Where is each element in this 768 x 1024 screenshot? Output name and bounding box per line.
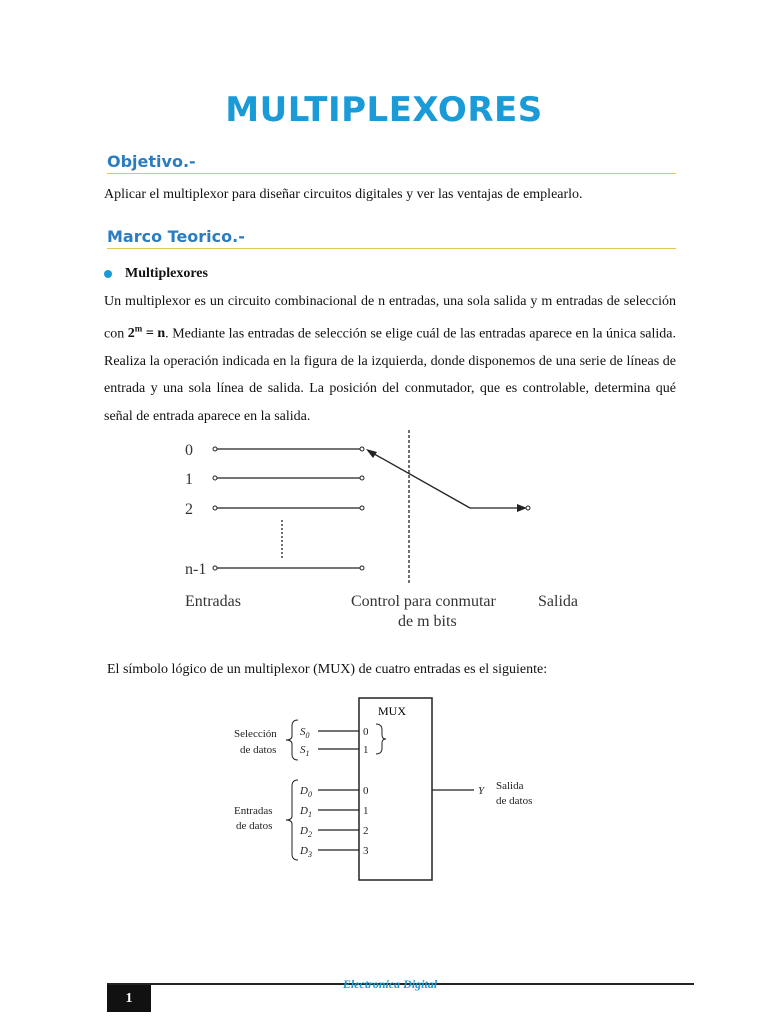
pin-data-3: 3: [363, 845, 369, 857]
pin-sel-1: 1: [363, 744, 369, 756]
input-label-1: 1: [185, 471, 193, 488]
data-brace-icon: [286, 780, 298, 860]
switch-diagram: [180, 428, 590, 634]
label-control-2: de m bits: [398, 613, 457, 630]
out-label-2: de datos: [496, 795, 533, 807]
paragraph-part-2: . Mediante las entradas de selección se elige cuál de las entradas aparece en la única salida. Realiza la operación indicada en la figura de la izquierda, donde disponemos de una serie de líneas de entrada y una sola línea de salida. La posición del conmutador, que es controlable, determina qué señal de entrada aparece en la salida.: [104, 326, 676, 425]
data-label-1: Entradas: [234, 805, 273, 817]
mux-title: MUX: [378, 704, 407, 718]
mux-block: [359, 698, 432, 880]
pin-data-1: 1: [363, 805, 369, 817]
signal-d0: $D_0$: [300, 785, 312, 799]
data-label-2: de datos: [236, 820, 273, 832]
formula: [127, 323, 166, 342]
mux-diagram: [226, 690, 566, 888]
switch-arm: [369, 451, 470, 508]
sel-label-1: Selección: [234, 728, 277, 740]
signal-y: Y: [478, 785, 485, 797]
signal-s1: $S_1$: [300, 744, 310, 758]
label-entradas: Entradas: [185, 593, 241, 610]
pin-data-2: 2: [363, 825, 369, 837]
signal-d3: $D_3$: [300, 845, 312, 859]
input-label-2: 2: [185, 501, 193, 518]
bullet-icon: [104, 270, 112, 278]
selection-brace-icon: [286, 720, 298, 760]
page-title: MULTIPLEXORES: [225, 90, 543, 130]
formula-exponent: m: [134, 323, 143, 334]
arrow-head-icon: [366, 449, 377, 458]
signal-d1: $D_1$: [300, 805, 312, 819]
formula-base: 2: [127, 326, 135, 342]
input-label-0: 0: [185, 442, 193, 459]
page-number: 1: [107, 985, 151, 1012]
bullet-item: [104, 266, 208, 282]
label-salida: Salida: [538, 593, 578, 610]
label-control-1: Control para conmutar: [351, 593, 496, 610]
formula-rest: = n: [142, 326, 166, 342]
out-label-1: Salida: [496, 780, 524, 792]
bullet-label: Multiplexores: [125, 266, 208, 281]
sel-label-2: de datos: [240, 744, 277, 756]
signal-d2: $D_2$: [300, 825, 312, 839]
footer-text: Electronica Digital: [342, 977, 438, 991]
pin-data-0: 0: [363, 785, 369, 797]
signal-s0: $S_0$: [300, 726, 310, 740]
section-heading-objetivo: Objetivo.-: [107, 152, 676, 174]
pin-sel-0: 0: [363, 726, 369, 738]
objetivo-text: Aplicar el multiplexor para diseñar circuitos digitales y ver las ventajas de emplearlo.: [104, 187, 583, 202]
paragraph-mux-intro: El símbolo lógico de un multiplexor (MUX) de cuatro entradas es el siguiente:: [107, 662, 548, 677]
input-label-n-1: n-1: [185, 561, 207, 578]
section-heading-marco: Marco Teorico.-: [107, 227, 676, 249]
paragraph-multiplexor: [104, 288, 676, 431]
paragraph-part-1: Un multiplexor es un circuito combinacional de n entradas, una sola salida y m entradas de selección con: [104, 294, 676, 342]
